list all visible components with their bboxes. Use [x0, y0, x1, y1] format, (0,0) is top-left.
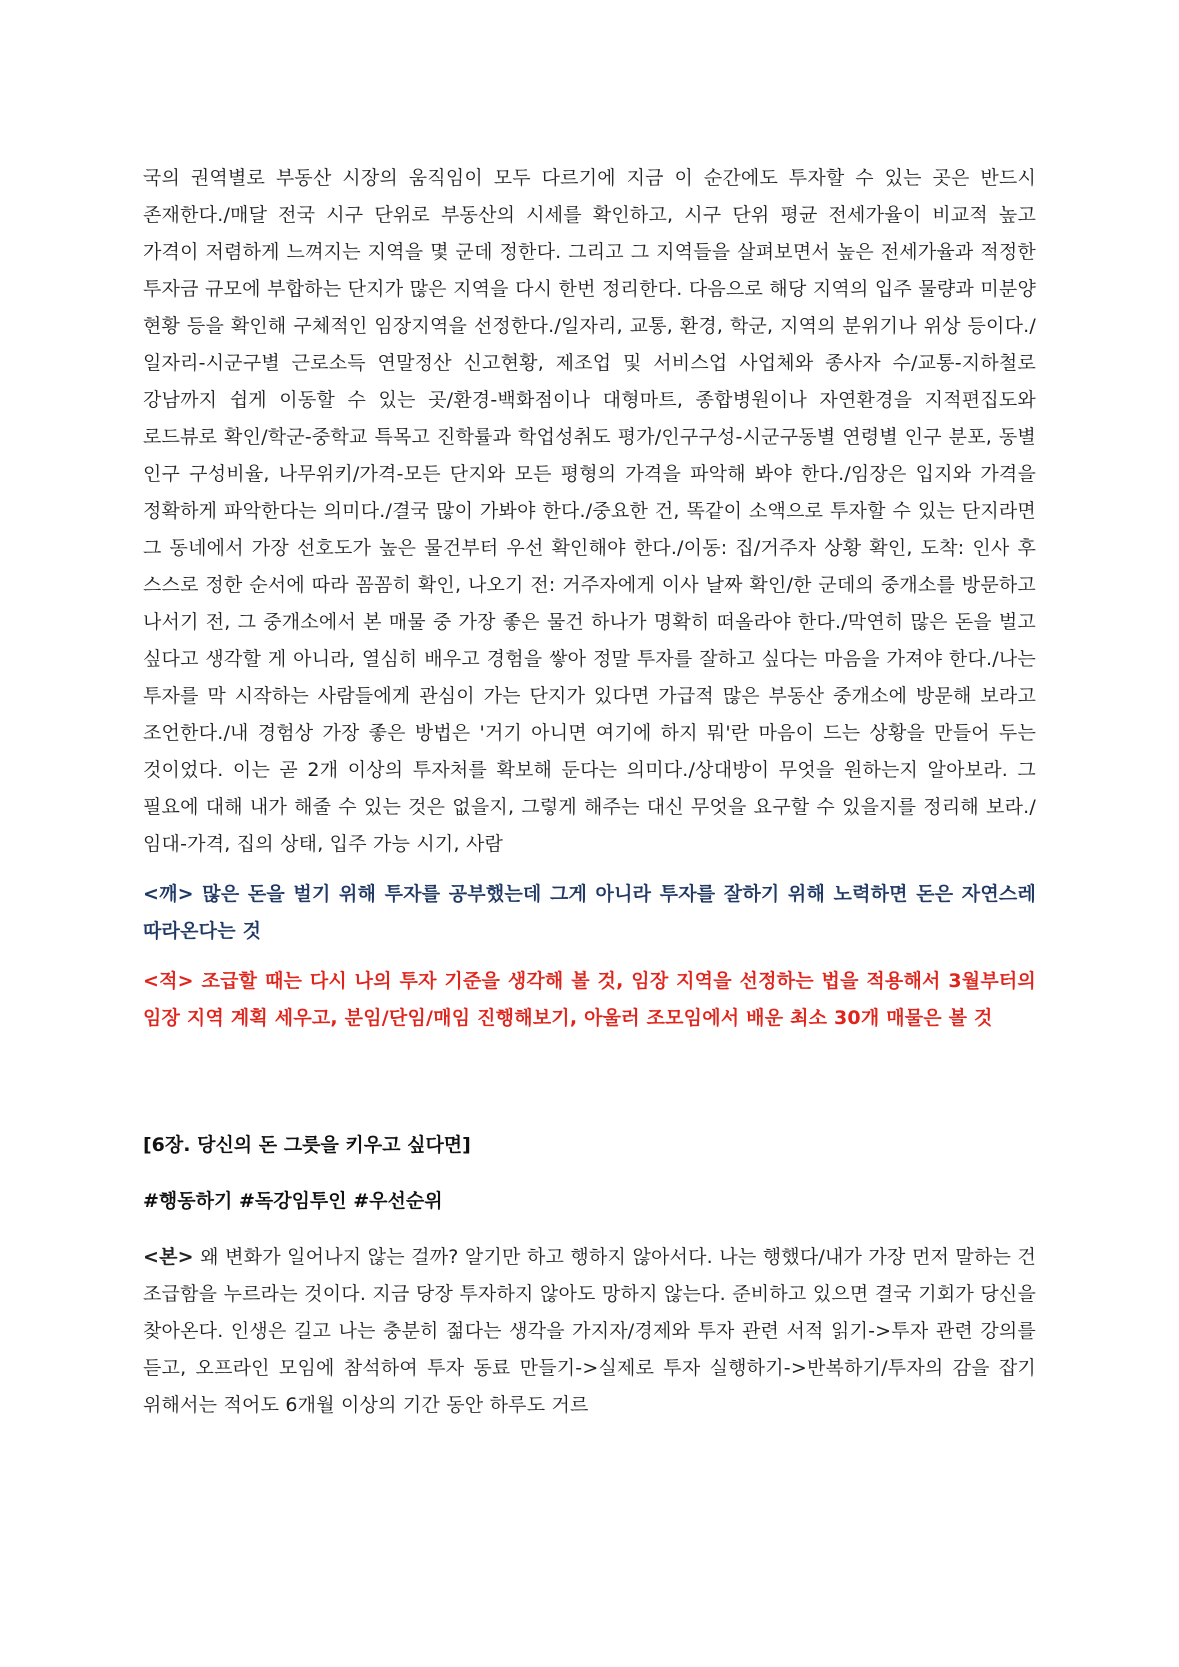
- insight-paragraph: <깨> 많은 돈을 벌기 위해 투자를 공부했는데 그게 아니라 투자를 잘하기 위해 노력하면 돈은 자연스레 따라온다는 것: [143, 883, 1036, 942]
- body-text: 왜 변화가 일어나지 않는 걸까? 알기만 하고 행하지 않아서다. 나는 행했다/내가 가장 먼저 말하는 건 조급함을 누르라는 것이다. 지금 당장 투자하지 않아도 망하지 않는다. 준비하고 있으면 결국 기회가 당신을 찾아온다. 인생은 길고 나는 충분히 젊다는 생각을 가지자/경제와 투자 관련 서적 읽기->투자 관련 강의를 듣고, 오프라인 모임에 참석하여 투자 동료 만들기->실제로 투자 실행하기->반복하기/투자의 감을 잡기 위해서는 적어도 6개월 이상의 기간 동안 하루도 거르: [143, 1246, 1036, 1416]
- apply-paragraph: <적> 조급할 때는 다시 나의 투자 기준을 생각해 볼 것, 임장 지역을 선정하는 법을 적용해서 3월부터의 임장 지역 계획 세우고, 분임/단임/매임 진행해보기, 아울러 조모임에서 배운 최소 30개 매물은 볼 것: [143, 970, 1036, 1029]
- body-paragraph: [143, 1239, 1036, 1424]
- summary-paragraph: 국의 권역별로 부동산 시장의 움직임이 모두 다르기에 지금 이 순간에도 투자할 수 있는 곳은 반드시 존재한다./매달 전국 시구 단위로 부동산의 시세를 확인하고, 시구 단위 평균 전세가율이 비교적 높고 가격이 저렴하게 느껴지는 지역을 몇 군데 정한다. 그리고 그 지역들을 살펴보면서 높은 전세가율과 적정한 투자금 규모에 부합하는 단지가 많은 지역을 다시 한번 정리한다. 다음으로 해당 지역의 입주 물량과 미분양 현황 등을 확인해 구체적인 임장지역을 선정한다./일자리, 교통, 환경, 학군, 지역의 분위기나 위상 등이다./일자리-시군구별 근로소득 연말정산 신고현황, 제조업 및 서비스업 사업체와 종사자 수/교통-지하철로 강남까지 쉽게 이동할 수 있는 곳/환경-백화점이나 대형마트, 종합병원이나 자연환경을 지적편집도와 로드뷰로 확인/학군-중학교 특목고 진학률과 학업성취도 평가/인구구성-시군구동별 연령별 인구 분포, 동별 인구 구성비율, 나무위키/가격-모든 단지와 모든 평형의 가격을 파악해 봐야 한다./임장은 입지와 가격을 정확하게 파악한다는 의미다./결국 많이 가봐야 한다./중요한 건, 똑같이 소액으로 투자할 수 있는 단지라면 그 동네에서 가장 선호도가 높은 물건부터 우선 확인해야 한다./이동: 집/거주자 상황 확인, 도착: 인사 후 스스로 정한 순서에 따라 꼼꼼히 확인, 나오기 전: 거주자에게 이사 날짜 확인/한 군데의 중개소를 방문하고 나서기 전, 그 중개소에서 본 매물 중 가장 좋은 물건 하나가 명확히 떠올라야 한다./막연히 많은 돈을 벌고 싶다고 생각할 게 아니라, 열심히 배우고 경험을 쌓아 정말 투자를 잘하고 싶다는 마음을 가져야 한다./나는 투자를 막 시작하는 사람들에게 관심이 가는 단지가 있다면 가급적 많은 부동산 중개소에 방문해 보라고 조언한다./내 경험상 가장 좋은 방법은 '거기 아니면 여기에 하지 뭐'란 마음이 드는 상황을 만들어 두는 것이었다. 이는 곧 2개 이상의 투자처를 확보해 둔다는 의미다./상대방이 무엇을 원하는지 알아보라. 그 필요에 대해 내가 해줄 수 있는 것은 없을지, 그렇게 해주는 대신 무엇을 요구할 수 있을지를 정리해 보라./임대-가격, 집의 상태, 입주 가능 시기, 사람: [143, 167, 1036, 855]
- hashtags: #행동하기 #독강임투인 #우선순위: [143, 1190, 443, 1212]
- chapter-title: [6장. 당신의 돈 그릇을 키우고 싶다면]: [143, 1134, 471, 1156]
- document-page: [143, 160, 1036, 1424]
- body-tag: <본>: [143, 1246, 194, 1268]
